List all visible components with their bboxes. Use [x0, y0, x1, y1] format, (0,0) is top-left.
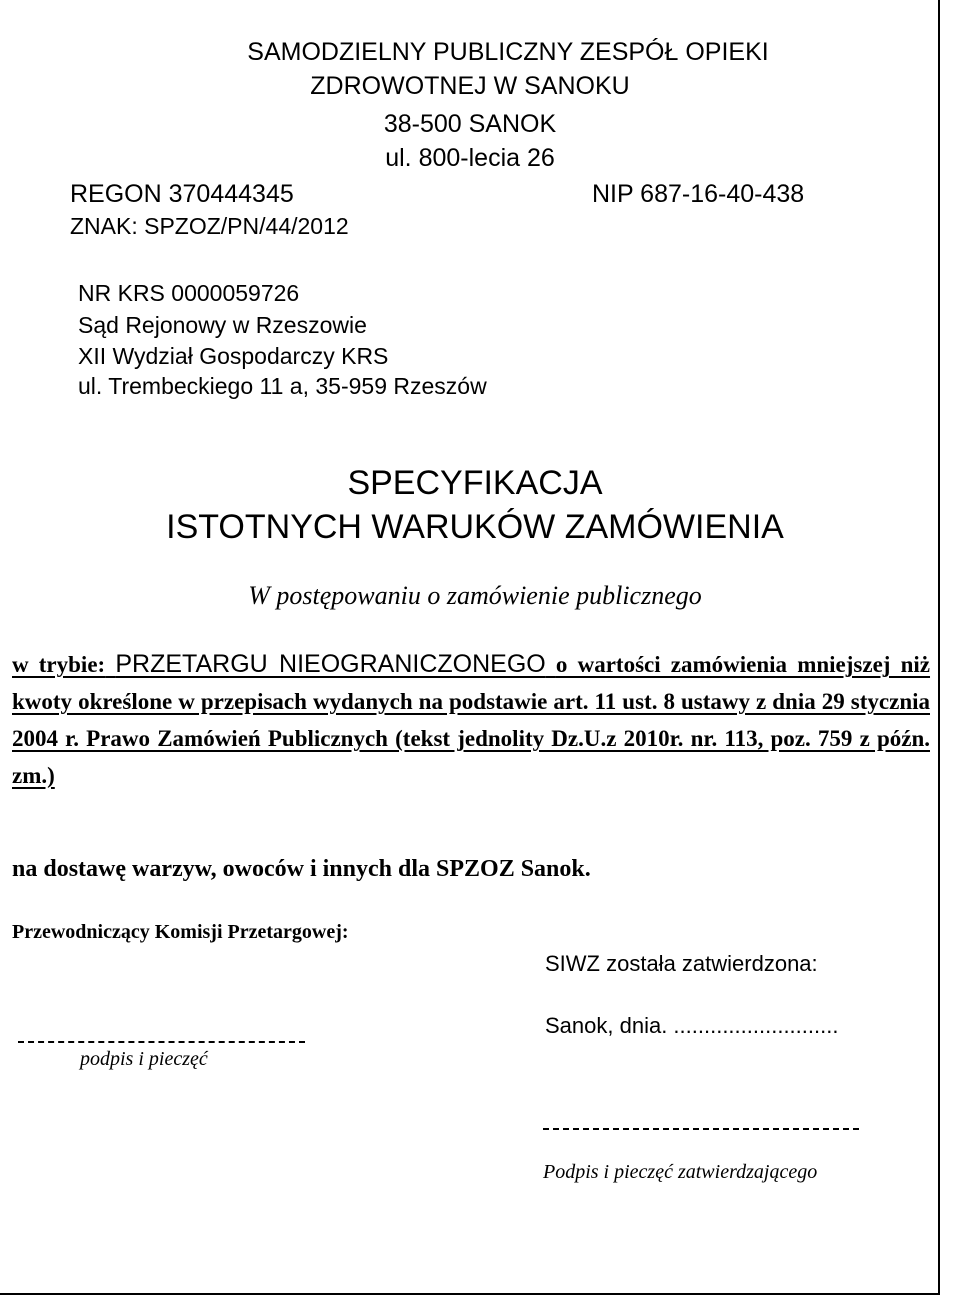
procedure-details: o wartości zamówienia mniejszej niż kwoty określone w przepisach wydanych na podstawie art. 11 ust. 8 ustawy z dnia 29 stycznia 2004 r. Prawo Zamówień Publicznych (tekst jednolity Dz.U.z 2010r. nr. 113, poz. 759 z późn. zm.)	[12, 652, 931, 788]
approval-signature-caption: Podpis i pieczęć zatwierdzającego	[543, 1161, 818, 1183]
regon-number: REGON 370444345	[70, 180, 294, 208]
procedure-subtitle: W postępowaniu o zamówienie publicznego	[248, 581, 702, 610]
approval-signature-line	[543, 1128, 859, 1130]
registry-court: Sąd Rejonowy w Rzeszowie	[78, 312, 367, 338]
page-border-right	[938, 0, 940, 1295]
commission-signature-line	[18, 1041, 305, 1043]
commission-signature-caption: podpis i pieczęć	[80, 1048, 208, 1070]
institution-street: ul. 800-lecia 26	[385, 144, 555, 172]
case-reference: ZNAK: SPZOZ/PN/44/2012	[70, 213, 349, 239]
approval-place-date: Sanok, dnia. ...........................	[545, 1013, 839, 1038]
approval-label: SIWZ została zatwierdzona:	[545, 951, 818, 976]
nip-number: NIP 687-16-40-438	[592, 180, 805, 208]
institution-city: 38-500 SANOK	[383, 110, 557, 138]
document-title-line2: ISTOTNYCH WARUKÓW ZAMÓWIENIA	[166, 508, 784, 546]
registry-address: ul. Trembeckiego 11 a, 35-959 Rzeszów	[78, 373, 487, 399]
page-border-bottom	[0, 1293, 940, 1295]
krs-number: NR KRS 0000059726	[78, 280, 300, 306]
procedure-mode: PRZETARGU NIEOGRANICZONEGO	[115, 650, 546, 678]
registry-division: XII Wydział Gospodarczy KRS	[78, 343, 389, 369]
document-title-line1: SPECYFIKACJA	[347, 464, 603, 502]
procedure-prefix: w trybie:	[12, 652, 106, 677]
order-subject: na dostawę warzyw, owoców i innych dla SPZOZ Sanok.	[12, 856, 591, 882]
institution-name-line2: ZDROWOTNEJ W SANOKU	[310, 72, 630, 100]
commission-chair-label: Przewodniczący Komisji Przetargowej:	[12, 921, 349, 943]
institution-name-line1: SAMODZIELNY PUBLICZNY ZESPÓŁ OPIEKI	[247, 38, 769, 66]
procedure-description	[12, 646, 930, 794]
